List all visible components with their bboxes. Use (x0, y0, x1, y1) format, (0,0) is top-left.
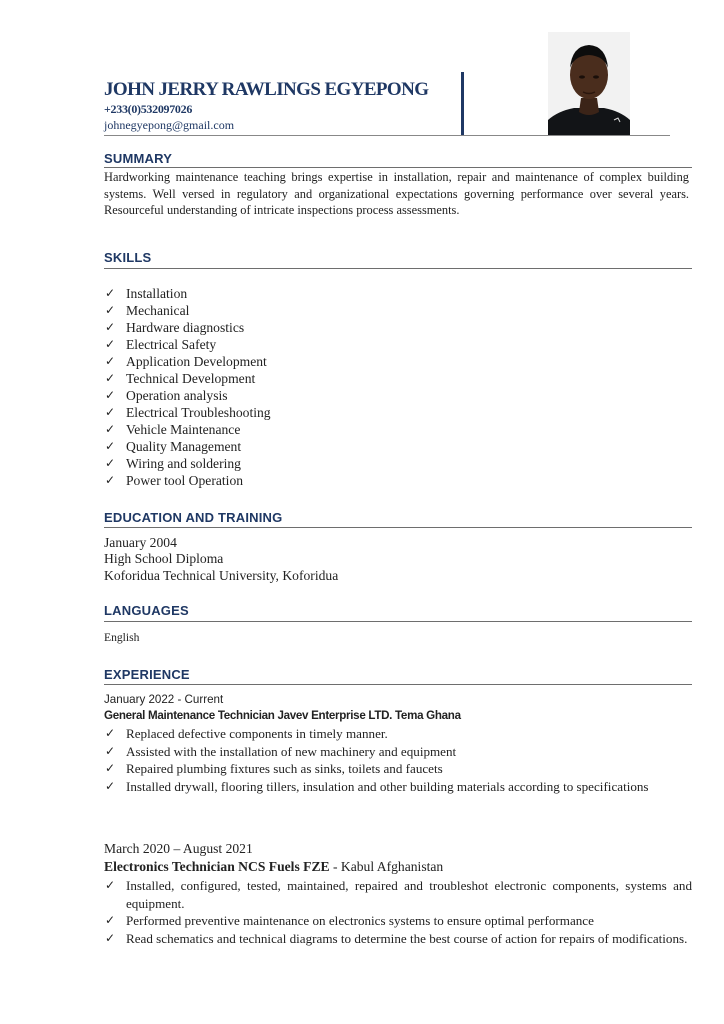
languages-heading: LANGUAGES (104, 603, 189, 618)
skill-item (104, 472, 692, 489)
skills-heading: SKILLS (104, 250, 152, 265)
skill-label: Quality Management (126, 439, 242, 454)
education-rule (104, 527, 692, 528)
duty-item (104, 743, 692, 761)
duty-item (104, 877, 692, 912)
check-mark-icon: ✓ (105, 422, 116, 436)
check-mark-icon: ✓ (105, 320, 116, 334)
check-mark-icon: ✓ (105, 405, 116, 419)
skill-label: Technical Development (126, 371, 256, 386)
skills-list (104, 285, 692, 489)
check-mark-icon: ✓ (105, 388, 116, 402)
skill-label: Application Development (126, 354, 267, 369)
skill-item (104, 387, 692, 404)
job-heading (104, 859, 443, 875)
check-mark-icon: ✓ (105, 439, 116, 453)
skill-item (104, 353, 692, 370)
language-item: English (104, 631, 140, 644)
duty-item (104, 760, 692, 778)
skill-item (104, 455, 692, 472)
job-duties-list (104, 877, 692, 947)
profile-photo-illustration (548, 32, 630, 135)
skill-label: Electrical Safety (126, 337, 217, 352)
job-title: General Maintenance Technician Javev Enterprise LTD. Tema Ghana (104, 709, 461, 722)
phone-number: +233(0)532097026 (104, 102, 193, 116)
check-mark-icon: ✓ (105, 337, 116, 351)
duty-text: Installed, configured, tested, maintained, repaired and troubleshot electronic components, systems and equipment. (126, 878, 692, 911)
check-mark-icon: ✓ (105, 473, 116, 487)
job-duties-list (104, 725, 692, 795)
candidate-name: JOHN JERRY RAWLINGS EGYEPONG (104, 79, 429, 100)
check-mark-icon: ✓ (105, 726, 116, 740)
job-dates: January 2022 - Current (104, 693, 224, 706)
skill-label: Mechanical (126, 303, 190, 318)
check-mark-icon: ✓ (105, 930, 116, 945)
duty-text: Performed preventive maintenance on electronics systems to ensure optimal performance (126, 913, 594, 928)
education-heading: EDUCATION AND TRAINING (104, 510, 283, 525)
skill-item (104, 302, 692, 319)
summary-heading: SUMMARY (104, 151, 173, 166)
job-title: Electronics Technician NCS Fuels FZE (104, 859, 330, 874)
skill-label: Hardware diagnostics (126, 320, 245, 335)
experience-rule (104, 684, 692, 685)
job-location: - Kabul Afghanistan (329, 859, 444, 874)
duty-text: Read schematics and technical diagrams to determine the best course of action for repairs of modifications. (126, 930, 688, 946)
check-mark-icon: ✓ (105, 913, 116, 927)
check-mark-icon: ✓ (105, 371, 116, 385)
duty-item (104, 778, 692, 796)
education-date: January 2004 (104, 535, 177, 550)
summary-rule (104, 167, 692, 168)
experience-heading: EXPERIENCE (104, 667, 190, 682)
header-divider-bar (461, 72, 464, 136)
skill-item (104, 421, 692, 438)
skill-item (104, 285, 692, 302)
duty-item (104, 912, 692, 930)
profile-photo (548, 32, 630, 135)
skill-item (104, 370, 692, 387)
email-address: johnegyepong@gmail.com (104, 118, 235, 132)
skills-rule (104, 268, 692, 269)
duty-text: Replaced defective components in timely manner. (126, 726, 388, 741)
skill-item (104, 438, 692, 455)
skill-label: Power tool Operation (126, 473, 244, 488)
check-mark-icon: ✓ (105, 286, 116, 300)
education-school: Koforidua Technical University, Koforidua (104, 568, 339, 583)
languages-rule (104, 621, 692, 622)
skill-label: Vehicle Maintenance (126, 422, 241, 437)
skill-label: Installation (126, 286, 188, 301)
check-mark-icon: ✓ (105, 761, 116, 775)
duty-text: Repaired plumbing fixtures such as sinks, toilets and faucets (126, 761, 443, 776)
skill-item (104, 336, 692, 353)
check-mark-icon: ✓ (105, 303, 116, 317)
education-degree: High School Diploma (104, 551, 224, 566)
skill-label: Wiring and soldering (126, 456, 241, 471)
check-mark-icon: ✓ (105, 878, 116, 892)
skill-item (104, 319, 692, 336)
duty-item (104, 725, 692, 743)
check-mark-icon: ✓ (105, 743, 116, 758)
duty-text: Assisted with the installation of new machinery and equipment (126, 743, 457, 759)
skill-label: Electrical Troubleshooting (126, 405, 271, 420)
check-mark-icon: ✓ (105, 456, 116, 470)
check-mark-icon: ✓ (105, 778, 116, 793)
header-rule (104, 135, 670, 136)
duty-item (104, 930, 692, 948)
summary-text: Hardworking maintenance teaching brings expertise in installation, repair and maintenance of complex building systems. Well versed in regulatory and organizational expectations governing performance over several years. Resourceful understanding of intricate inspections process assessments. (104, 170, 689, 217)
skill-item (104, 404, 692, 421)
job-dates: March 2020 – August 2021 (104, 841, 253, 856)
check-mark-icon: ✓ (105, 354, 116, 368)
resume-page (104, 0, 692, 1024)
duty-text: Installed drywall, flooring tillers, insulation and other building materials according to specifications (126, 778, 649, 794)
skill-label: Operation analysis (126, 388, 228, 403)
